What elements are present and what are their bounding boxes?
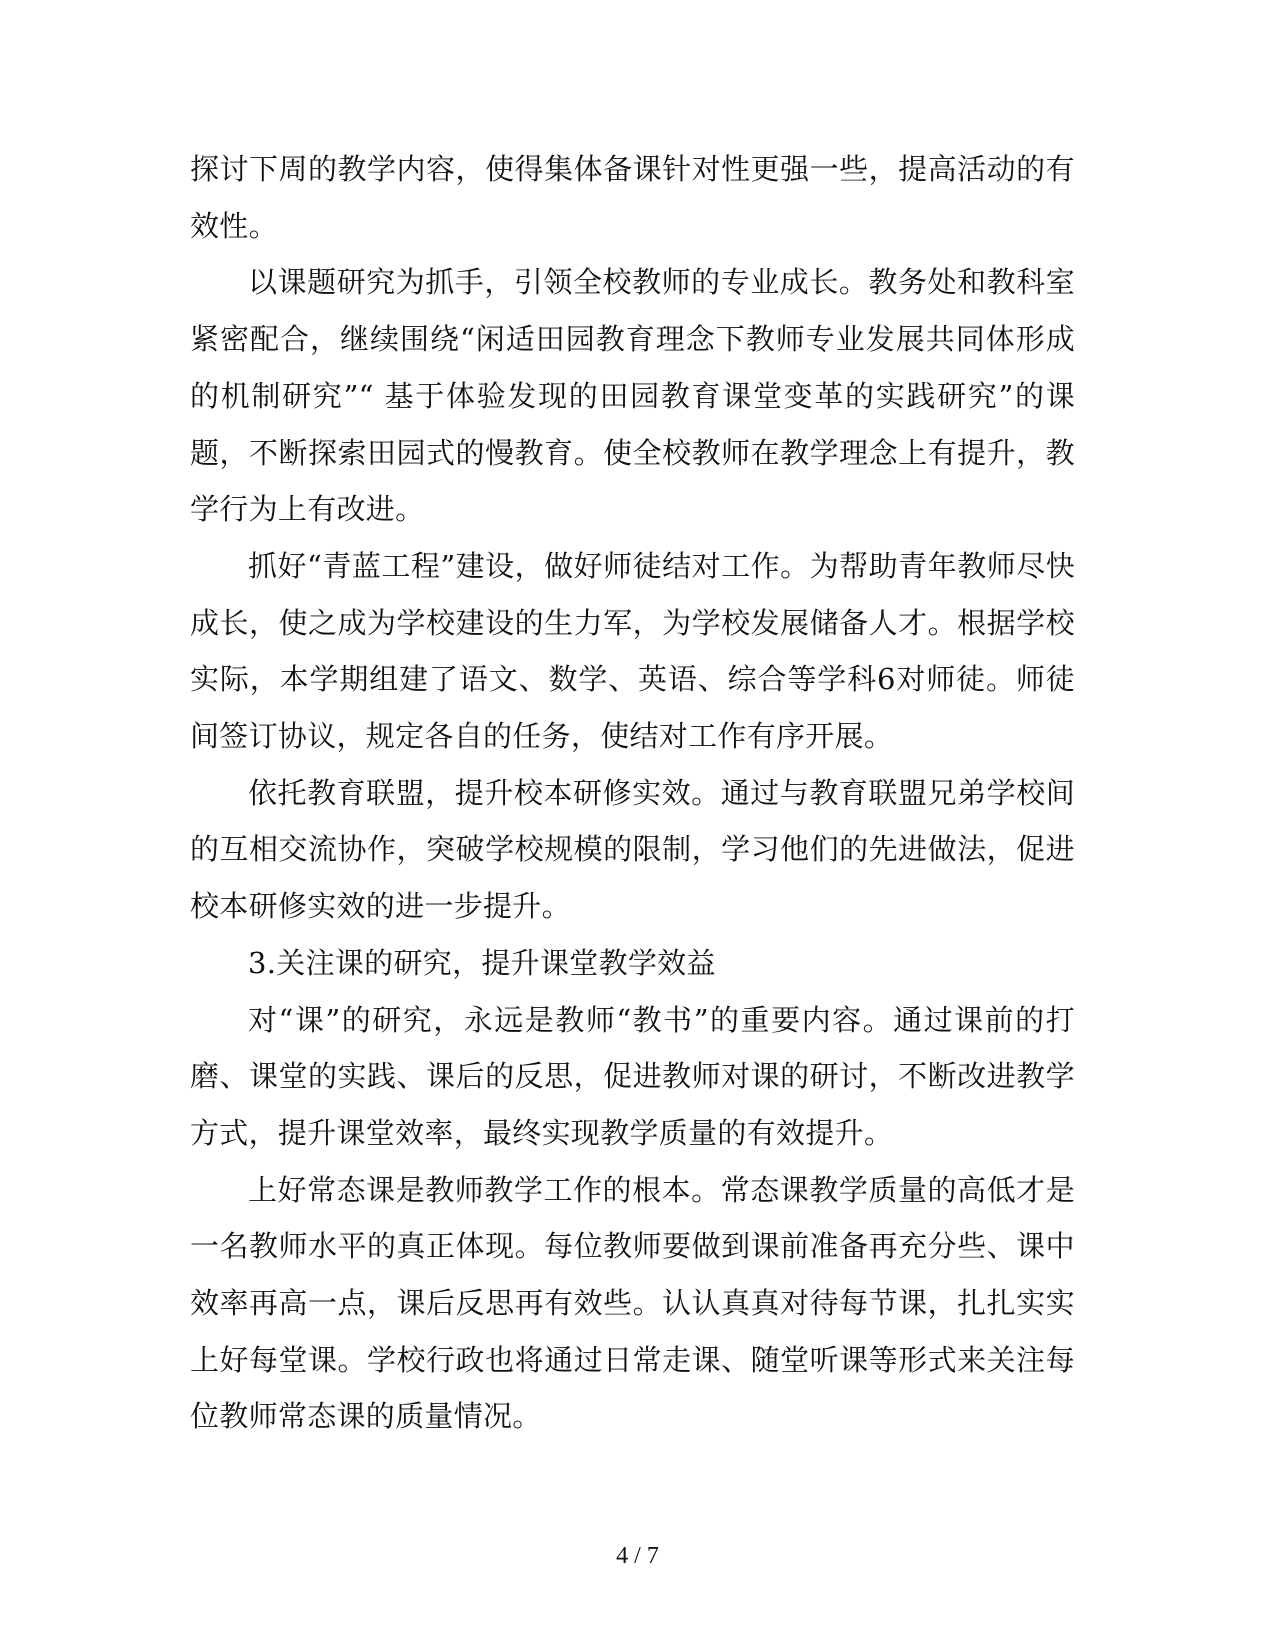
page-number: 4 / 7 xyxy=(616,1543,659,1569)
paragraph-1: 探讨下周的教学内容，使得集体备课针对性更强一些，提高活动的有效性。 xyxy=(190,152,1075,243)
paragraph-6: 上好常态课是教师教学工作的根本。常态课教学质量的高低才是一名教师水平的真正体现。每位教师要做到课前准备再充分些、课中效率再高一点，课后反思再有效些。认认真真对待每节课，扎扎实实上好每堂课。学校行政也将通过日常走课、随堂听课等形式来关注每位教师常态课的质量情况。 xyxy=(190,1172,1075,1434)
body-text xyxy=(190,141,1075,1445)
paragraph-3: 抓好“青蓝工程”建设，做好师徒结对工作。为帮助青年教师尽快成长，使之成为学校建设的生力军，为学校发展储备人才。根据学校实际，本学期组建了语文、数学、英语、综合等学科6对师徒。师徒间签订协议，规定各自的任务，使结对工作有序开展。 xyxy=(190,548,1075,754)
section-heading: 3.关注课的研究，提升课堂教学效益 xyxy=(248,945,716,980)
paragraph-4: 依托教育联盟，提升校本研修实效。通过与教育联盟兄弟学校间的互相交流协作，突破学校规模的限制，学习他们的先进做法，促进校本研修实效的进一步提升。 xyxy=(190,775,1075,924)
paragraph-5: 对“课”的研究，永远是教师“教书”的重要内容。通过课前的打磨、课堂的实践、课后的反思，促进教师对课的研讨，不断改进教学方式，提升课堂效率，最终实现教学质量的有效提升。 xyxy=(190,1002,1075,1150)
paragraph-2: 以课题研究为抓手，引领全校教师的专业成长。教务处和教科室紧密配合，继续围绕“闲适田园教育理念下教师专业发展共同体形成的机制研究”“ 基于体验发现的田园教育课堂变革的实践研究”的课题，不断探索田园式的慢教育。使全校教师在教学理念上有提升，教学行为上有改进。 xyxy=(190,265,1075,527)
